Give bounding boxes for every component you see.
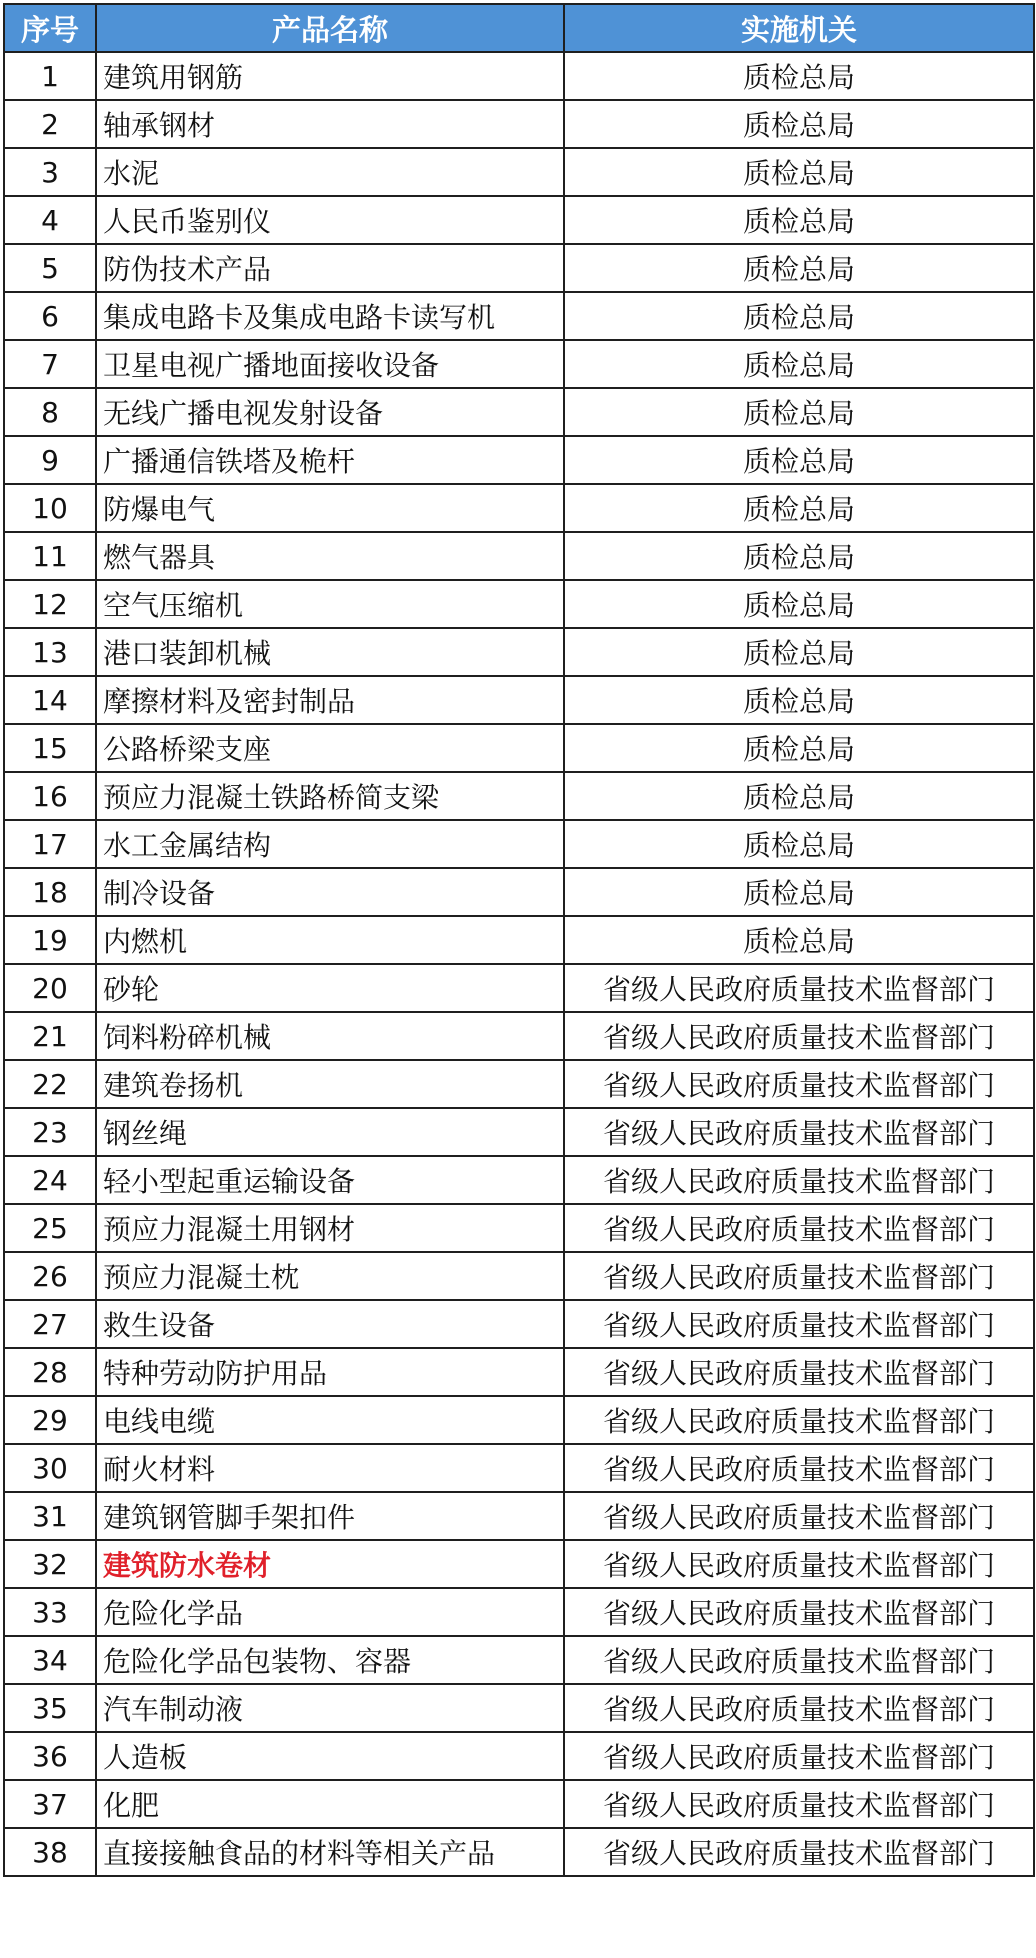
product-name-cell: 危险化学品包装物、容器 [96,1636,564,1684]
authority-cell: 省级人民政府质量技术监督部门 [564,1396,1034,1444]
serial-number-cell: 17 [4,820,96,868]
authority-cell: 质检总局 [564,484,1034,532]
table-row [4,1060,1034,1108]
serial-number-cell: 37 [4,1780,96,1828]
authority-cell: 质检总局 [564,388,1034,436]
table-row [4,724,1034,772]
serial-number-cell: 1 [4,52,96,100]
table-row [4,436,1034,484]
authority-cell: 省级人民政府质量技术监督部门 [564,1588,1034,1636]
serial-number-cell: 13 [4,628,96,676]
table-row [4,1300,1034,1348]
product-name-cell: 预应力混凝土枕 [96,1252,564,1300]
serial-number-cell: 31 [4,1492,96,1540]
authority-cell: 质检总局 [564,772,1034,820]
serial-number-cell: 25 [4,1204,96,1252]
authority-cell: 省级人民政府质量技术监督部门 [564,964,1034,1012]
serial-number-cell: 35 [4,1684,96,1732]
product-name-cell: 卫星电视广播地面接收设备 [96,340,564,388]
product-name-cell: 水泥 [96,148,564,196]
table-row [4,1636,1034,1684]
header-serial-number: 序号 [4,4,96,52]
authority-cell: 质检总局 [564,820,1034,868]
serial-number-cell: 7 [4,340,96,388]
serial-number-cell: 4 [4,196,96,244]
serial-number-cell: 32 [4,1540,96,1588]
authority-cell: 省级人民政府质量技术监督部门 [564,1204,1034,1252]
serial-number-cell: 19 [4,916,96,964]
table-row [4,148,1034,196]
serial-number-cell: 9 [4,436,96,484]
authority-cell: 质检总局 [564,52,1034,100]
product-name-cell: 公路桥梁支座 [96,724,564,772]
product-name-cell: 危险化学品 [96,1588,564,1636]
serial-number-cell: 26 [4,1252,96,1300]
serial-number-cell: 20 [4,964,96,1012]
table-row [4,1780,1034,1828]
product-name-cell: 预应力混凝土铁路桥简支梁 [96,772,564,820]
table-row [4,628,1034,676]
product-name-cell: 轴承钢材 [96,100,564,148]
table-header [4,4,1034,52]
product-name-cell: 摩擦材料及密封制品 [96,676,564,724]
serial-number-cell: 11 [4,532,96,580]
authority-cell: 质检总局 [564,436,1034,484]
authority-cell: 省级人民政府质量技术监督部门 [564,1828,1034,1876]
serial-number-cell: 15 [4,724,96,772]
product-name-cell: 钢丝绳 [96,1108,564,1156]
product-name-cell: 建筑用钢筋 [96,52,564,100]
serial-number-cell: 24 [4,1156,96,1204]
table-row [4,580,1034,628]
table-row [4,676,1034,724]
authority-cell: 省级人民政府质量技术监督部门 [564,1156,1034,1204]
serial-number-cell: 16 [4,772,96,820]
authority-cell: 质检总局 [564,148,1034,196]
header-row [4,4,1034,52]
product-name-cell: 耐火材料 [96,1444,564,1492]
table-row [4,484,1034,532]
product-name-cell: 集成电路卡及集成电路卡读写机 [96,292,564,340]
authority-cell: 省级人民政府质量技术监督部门 [564,1252,1034,1300]
table-row [4,1396,1034,1444]
product-name-cell: 饲料粉碎机械 [96,1012,564,1060]
table-row [4,52,1034,100]
serial-number-cell: 2 [4,100,96,148]
authority-cell: 省级人民政府质量技术监督部门 [564,1012,1034,1060]
authority-cell: 省级人民政府质量技术监督部门 [564,1684,1034,1732]
header-product-name: 产品名称 [96,4,564,52]
serial-number-cell: 27 [4,1300,96,1348]
table-row [4,1588,1034,1636]
product-name-cell: 救生设备 [96,1300,564,1348]
product-name-cell: 广播通信铁塔及桅杆 [96,436,564,484]
table-row [4,388,1034,436]
product-name-cell: 水工金属结构 [96,820,564,868]
product-name-cell: 汽车制动液 [96,1684,564,1732]
table-row [4,964,1034,1012]
table-row [4,1348,1034,1396]
table-row [4,820,1034,868]
authority-cell: 省级人民政府质量技术监督部门 [564,1540,1034,1588]
product-name-cell: 空气压缩机 [96,580,564,628]
product-name-cell: 人造板 [96,1732,564,1780]
product-name-cell: 直接接触食品的材料等相关产品 [96,1828,564,1876]
authority-cell: 质检总局 [564,244,1034,292]
product-name-cell: 无线广播电视发射设备 [96,388,564,436]
product-name-cell: 燃气器具 [96,532,564,580]
product-name-cell-highlighted: 建筑防水卷材 [96,1540,564,1588]
authority-cell: 省级人民政府质量技术监督部门 [564,1492,1034,1540]
authority-cell: 质检总局 [564,532,1034,580]
product-name-cell: 砂轮 [96,964,564,1012]
table-row [4,1540,1034,1588]
table-row [4,532,1034,580]
table-row [4,1108,1034,1156]
serial-number-cell: 5 [4,244,96,292]
product-name-cell: 预应力混凝土用钢材 [96,1204,564,1252]
authority-cell: 省级人民政府质量技术监督部门 [564,1636,1034,1684]
serial-number-cell: 30 [4,1444,96,1492]
product-table-container [3,3,1033,1877]
product-name-cell: 建筑卷扬机 [96,1060,564,1108]
serial-number-cell: 21 [4,1012,96,1060]
authority-cell: 省级人民政府质量技术监督部门 [564,1300,1034,1348]
table-row [4,1732,1034,1780]
authority-cell: 质检总局 [564,292,1034,340]
table-row [4,1444,1034,1492]
authority-cell: 省级人民政府质量技术监督部门 [564,1108,1034,1156]
product-name-cell: 内燃机 [96,916,564,964]
table-row [4,340,1034,388]
serial-number-cell: 22 [4,1060,96,1108]
serial-number-cell: 29 [4,1396,96,1444]
authority-cell: 质检总局 [564,580,1034,628]
table-row [4,1012,1034,1060]
table-row [4,868,1034,916]
serial-number-cell: 10 [4,484,96,532]
table-row [4,1684,1034,1732]
serial-number-cell: 36 [4,1732,96,1780]
table-row [4,772,1034,820]
table-row [4,244,1034,292]
product-table [3,3,1035,1877]
serial-number-cell: 23 [4,1108,96,1156]
authority-cell: 省级人民政府质量技术监督部门 [564,1732,1034,1780]
authority-cell: 质检总局 [564,100,1034,148]
serial-number-cell: 18 [4,868,96,916]
product-name-cell: 电线电缆 [96,1396,564,1444]
table-body [4,52,1034,1876]
serial-number-cell: 33 [4,1588,96,1636]
table-row [4,1252,1034,1300]
table-row [4,100,1034,148]
table-row [4,916,1034,964]
product-name-cell: 防爆电气 [96,484,564,532]
authority-cell: 省级人民政府质量技术监督部门 [564,1444,1034,1492]
table-row [4,1492,1034,1540]
authority-cell: 省级人民政府质量技术监督部门 [564,1060,1034,1108]
authority-cell: 省级人民政府质量技术监督部门 [564,1780,1034,1828]
table-row [4,1828,1034,1876]
authority-cell: 省级人民政府质量技术监督部门 [564,1348,1034,1396]
authority-cell: 质检总局 [564,340,1034,388]
authority-cell: 质检总局 [564,916,1034,964]
product-name-cell: 港口装卸机械 [96,628,564,676]
product-name-cell: 制冷设备 [96,868,564,916]
serial-number-cell: 12 [4,580,96,628]
serial-number-cell: 3 [4,148,96,196]
product-name-cell: 防伪技术产品 [96,244,564,292]
authority-cell: 质检总局 [564,628,1034,676]
authority-cell: 质检总局 [564,676,1034,724]
table-row [4,196,1034,244]
product-name-cell: 轻小型起重运输设备 [96,1156,564,1204]
product-name-cell: 特种劳动防护用品 [96,1348,564,1396]
authority-cell: 质检总局 [564,196,1034,244]
table-row [4,292,1034,340]
table-row [4,1204,1034,1252]
serial-number-cell: 28 [4,1348,96,1396]
authority-cell: 质检总局 [564,868,1034,916]
serial-number-cell: 34 [4,1636,96,1684]
product-name-cell: 化肥 [96,1780,564,1828]
product-name-cell: 人民币鉴别仪 [96,196,564,244]
serial-number-cell: 8 [4,388,96,436]
serial-number-cell: 14 [4,676,96,724]
authority-cell: 质检总局 [564,724,1034,772]
serial-number-cell: 38 [4,1828,96,1876]
table-row [4,1156,1034,1204]
product-name-cell: 建筑钢管脚手架扣件 [96,1492,564,1540]
header-authority: 实施机关 [564,4,1034,52]
serial-number-cell: 6 [4,292,96,340]
